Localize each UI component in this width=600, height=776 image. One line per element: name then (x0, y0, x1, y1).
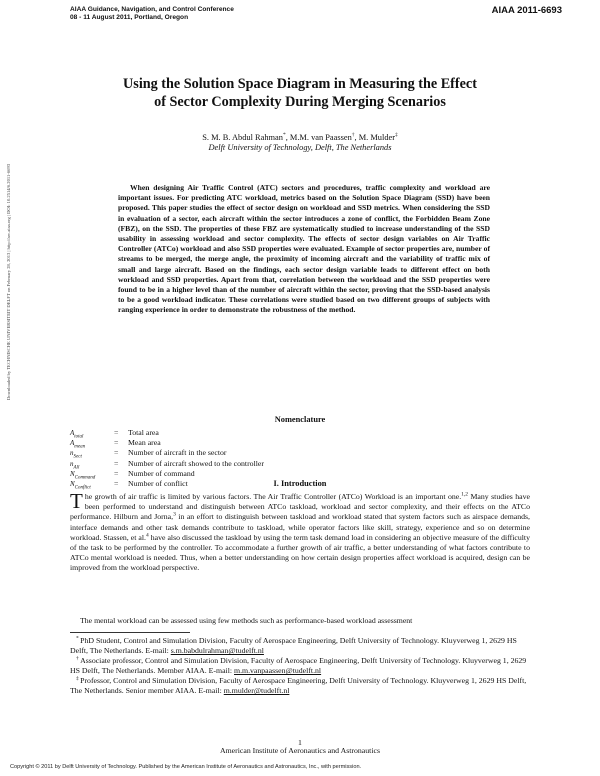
footnote (70, 656, 532, 676)
author-separator: , (285, 133, 290, 142)
footnotes (70, 636, 532, 697)
symbol-base: n (70, 459, 74, 468)
publisher-line: American Institute of Aeronautics and Astronautics (219, 746, 380, 755)
nomenclature-equals: = (114, 428, 119, 437)
citation-ref: 1,2 (461, 491, 469, 498)
conference-name: AIAA Guidance, Navigation, and Control Conference (70, 6, 234, 13)
introduction-paragraph-2: The mental workload can be assessed using few methods such as performance-based workload assessment (80, 616, 413, 625)
footnote-text: Associate professor, Control and Simulation Division, Faculty of Aerospace Engineering, Delft University of Technology. Kluyverweg 1, 2629 HS Delft, The Netherlands. Member AIAA. E-mail: (70, 656, 527, 676)
symbol-subscript: total (74, 434, 84, 440)
nomenclature-heading: Nomenclature (274, 415, 326, 424)
email-link[interactable]: m.m.vanpaassen@tudelft.nl (234, 666, 322, 676)
symbol-base: n (70, 449, 74, 458)
copyright-notice: Copyright © 2011 by Delft University of Technology. Published by the American Institute of Aeronautics and Astronautics, Inc., with permission. (10, 764, 362, 770)
symbol-subscript: Conflict (74, 485, 91, 491)
page-number: 1 (298, 738, 302, 747)
paper-title (60, 75, 540, 111)
citation-ref: 3 (173, 511, 176, 518)
nomenclature-symbol (70, 459, 114, 469)
symbol-base: A (70, 439, 75, 448)
author-2-mark: † (351, 132, 355, 139)
author-2: M.M. van Paassen (289, 133, 352, 142)
symbol-subscript: Sect (73, 454, 82, 460)
nomenclature-description: Mean area (128, 438, 161, 448)
footnote-mark: * (76, 635, 81, 642)
nomenclature-description: Number of aircraft in the sector (128, 448, 227, 458)
symbol-base: N (70, 469, 75, 478)
nomenclature-symbol (70, 448, 114, 458)
drop-cap: T (70, 489, 83, 513)
intro-text: in an effort to distinguish between taskload and workload stated that system factors such as airspace demands, interface demands and other task demands contribute to taskload, while operator factors like skill, strategy, experience and so on determine workload. Stassen, et al. (70, 512, 530, 542)
citation-ref: 4 (145, 532, 149, 539)
nomenclature-equals: = (114, 438, 119, 448)
footnote (70, 636, 532, 656)
footnote-mark: ‡ (76, 675, 81, 682)
nomenclature-symbol (70, 438, 114, 448)
nomenclature-row (70, 428, 264, 438)
footnote-mark: † (76, 655, 81, 662)
intro-text: he growth of air traffic is limited by various factors. The Air Traffic Controller (ATCo) Workload is an important one. (84, 492, 462, 501)
title-line-2: of Sector Complexity During Merging Scenarios (154, 94, 446, 110)
section-heading-introduction: I. Introduction (273, 479, 327, 488)
footnote-text: PhD Student, Control and Simulation Division, Faculty of Aerospace Engineering, Delft University of Technology. Kluyverweg 1, 2629 HS Delft, The Netherlands. E-mail: (70, 636, 517, 656)
nomenclature-description: Number of command (128, 468, 195, 478)
email-link[interactable]: m.mulder@tudelft.nl (223, 686, 290, 696)
symbol-subscript: mean (74, 444, 86, 450)
conference-date-location: 08 - 11 August 2011, Portland, Oregon (70, 14, 189, 21)
nomenclature-equals: = (114, 478, 119, 488)
nomenclature-description: Number of conflict (128, 478, 188, 488)
intro-text: have also discussed the taskload by using the term task demand load in considering an objective measure of the difficulty of the task to be performed by the controller. To accommodate a further growth of air traffic, a better understanding of what factors contribute to ATCo mental workload is needed. Thus, when a better understanding on how certain design properties affect workload is acquired, design can be improved from the workload perspective. (70, 532, 530, 573)
author-3: M. Mulder (358, 133, 396, 142)
abstract: When designing Air Traffic Control (ATC) sectors and procedures, traffic complexity and workload are important issues. For predicting ATC workload, metrics based on the Solution Space Diagram (SSD) have been proposed. This paper studies the effect of sector design on workload and SSD metrics. When considering the SSD in evaluation of a sector, each aircraft within the sector introduces a zone of conflict, the Forbidden Beam Zone (FBZ), on the SSD. The properties of these FBZ are systematically studied to increase understanding of the SSD usability in assessing workload and sector complexity. The effects of sector design variables on Air Traffic Controller (ATCo) workload and also SSD properties were evaluated. Example of sector properties are, number of streams to be merged, the merge angle, the proximity of incoming aircraft and the variability of traffic mix of small and large aircraft. Based on the findings, each sector design variable leads to different effect on both workload and SSD properties. Apart from that, correlation between the workload and the SSD properties were found to be in a higher level than of the number of aircraft within the sector, proving that the SSD-based analysis to be a good workload indicator. These correlations were studied based on two different groups of subjects with ranging experience in order to demonstrate the robustness of the method. (118, 183, 490, 315)
nomenclature-description: Number of aircraft showed to the controller (128, 458, 264, 468)
nomenclature-description: Total area (128, 428, 159, 437)
paper-id: AIAA 2011-6693 (491, 5, 562, 16)
conference-info (70, 6, 234, 22)
nomenclature-equals: = (114, 468, 119, 478)
nomenclature-symbol (70, 428, 114, 438)
footnote-text: Professor, Control and Simulation Division, Faculty of Aerospace Engineering, Delft University of Technology. Kluyverweg 1, 2629 HS Delft, The Netherlands. Senior member AIAA. E-mail: (70, 676, 527, 696)
footnote-rule (70, 632, 190, 633)
download-watermark: Downloaded by TECHNISCHE UNIVERSITEIT DELFT on February 28, 2013 | http://arc.aiaa.org | DOI: 10.2514/6.2011-6693 (6, 163, 11, 401)
author-list (60, 133, 540, 143)
intro-text: Many studies have been performed to understand and distinguish between ATCo taskload, workload and sector complexity, and their effects on the ATCo performance. Hilburn and Jorna, (70, 492, 530, 522)
author-1-mark: * (282, 132, 286, 139)
nomenclature-row (70, 469, 264, 479)
author-1: S. M. B. Abdul Rahman (202, 133, 283, 142)
symbol-subscript: All (73, 464, 80, 470)
footnote (70, 676, 532, 696)
nomenclature-equals: = (114, 458, 119, 468)
affiliation: Delft University of Technology, Delft, The Netherlands (208, 143, 392, 152)
author-separator: , (354, 133, 359, 142)
title-line-1: Using the Solution Space Diagram in Measuring the Effect (123, 76, 477, 92)
nomenclature-row (70, 438, 264, 448)
symbol-base: N (70, 479, 75, 488)
nomenclature-symbol (70, 469, 114, 479)
symbol-subscript: Command (74, 475, 96, 481)
nomenclature-row (70, 448, 264, 458)
symbol-base: A (70, 429, 75, 437)
introduction-paragraph-1 (70, 489, 530, 574)
nomenclature-row (70, 459, 264, 469)
email-link[interactable]: s.m.babdulrahman@tudelft.nl (170, 646, 264, 656)
author-3-mark: ‡ (395, 132, 398, 139)
nomenclature-equals: = (114, 448, 119, 458)
